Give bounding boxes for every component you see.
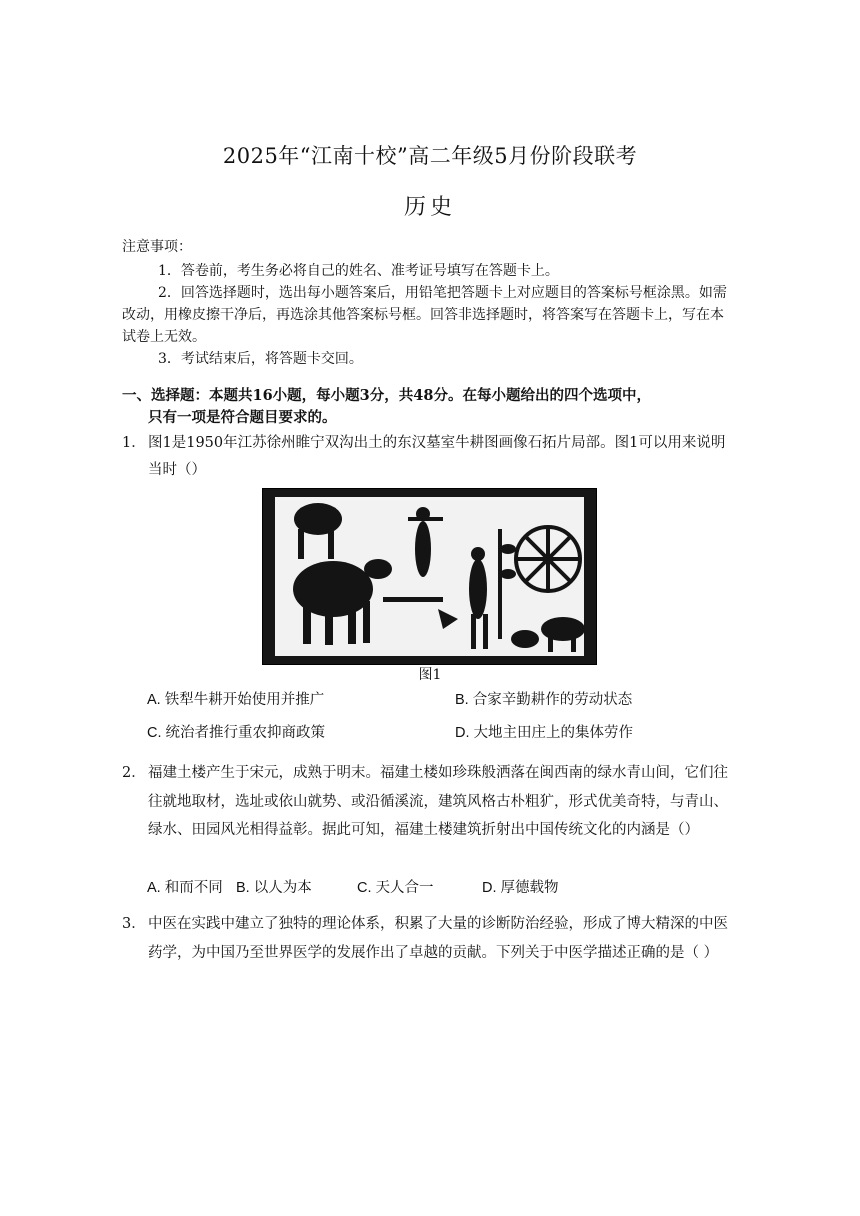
- question-2-option-d[interactable]: D. 厚德载物: [482, 880, 559, 896]
- question-1-option-a[interactable]: A. 铁犁牛耕开始使用并推广: [147, 692, 325, 708]
- question-1-option-b[interactable]: B. 合家辛勤耕作的劳动状态: [455, 692, 633, 708]
- question-3: [122, 910, 734, 967]
- notice-item-2: 2．回答选择题时，选出每小题答案后，用铅笔把答题卡上对应题目的答案标号框涂黑。如需改动，用橡皮擦干净后，再选涂其他答案标号框。回答非选择题时，将答案写在答题卡上，写在本试卷上无效。: [122, 285, 727, 345]
- question-number: 1．: [122, 435, 146, 451]
- question-stem: 图1是1950年江苏徐州睢宁双沟出土的东汉墓室牛耕图画像石拓片局部。图1可以用来说明当时（）: [148, 435, 726, 478]
- section-heading-line1: 一、选择题：本题共16小题，每小题3分，共48分。在每小题给出的四个选项中，: [122, 387, 651, 404]
- question-1-option-c[interactable]: C. 统治者推行重农抑商政策: [147, 725, 326, 741]
- question-1-option-d[interactable]: D. 大地主田庄上的集体劳作: [455, 725, 634, 741]
- section-heading: [122, 385, 734, 429]
- figure-1-rubbing-image: [262, 488, 597, 665]
- question-1: [122, 430, 734, 484]
- question-2: [122, 759, 734, 845]
- question-number: 2．: [122, 765, 146, 781]
- question-2-option-c[interactable]: C. 天人合一: [357, 880, 434, 896]
- exam-subject: 历史: [403, 195, 456, 220]
- question-2-option-b[interactable]: B. 以人为本: [236, 880, 312, 896]
- notice-item-3: 3．考试结束后，将答题卡交回。: [158, 351, 363, 367]
- section-heading-line2: 只有一项是符合题目要求的。: [148, 409, 337, 426]
- question-stem: 福建土楼产生于宋元，成熟于明末。福建土楼如珍珠般洒落在闽西南的绿水青山间，它们往往就地取材，选址或依山就势、或沿循溪流，建筑风格古朴粗犷，形式优美奇特，与青山、绿水、田园风光相得益彰。据此可知，福建土楼建筑折射出中国传统文化的内涵是（）: [148, 765, 728, 838]
- notice-item-1: 1．答卷前，考生务必将自己的姓名、准考证号填写在答题卡上。: [158, 263, 559, 279]
- notice-heading: 注意事项：: [122, 239, 192, 255]
- figure-1-caption: 图1: [418, 667, 442, 683]
- exam-title: 2025年“江南十校”高二年级5月份阶段联考: [222, 144, 638, 168]
- question-2-option-a[interactable]: A. 和而不同: [147, 880, 223, 896]
- question-number: 3．: [122, 916, 146, 932]
- question-stem: 中医在实践中建立了独特的理论体系，积累了大量的诊断防治经验，形成了博大精深的中医药学，为中国乃至世界医学的发展作出了卓越的贡献。下列关于中医学描述正确的是（ ）: [148, 916, 728, 961]
